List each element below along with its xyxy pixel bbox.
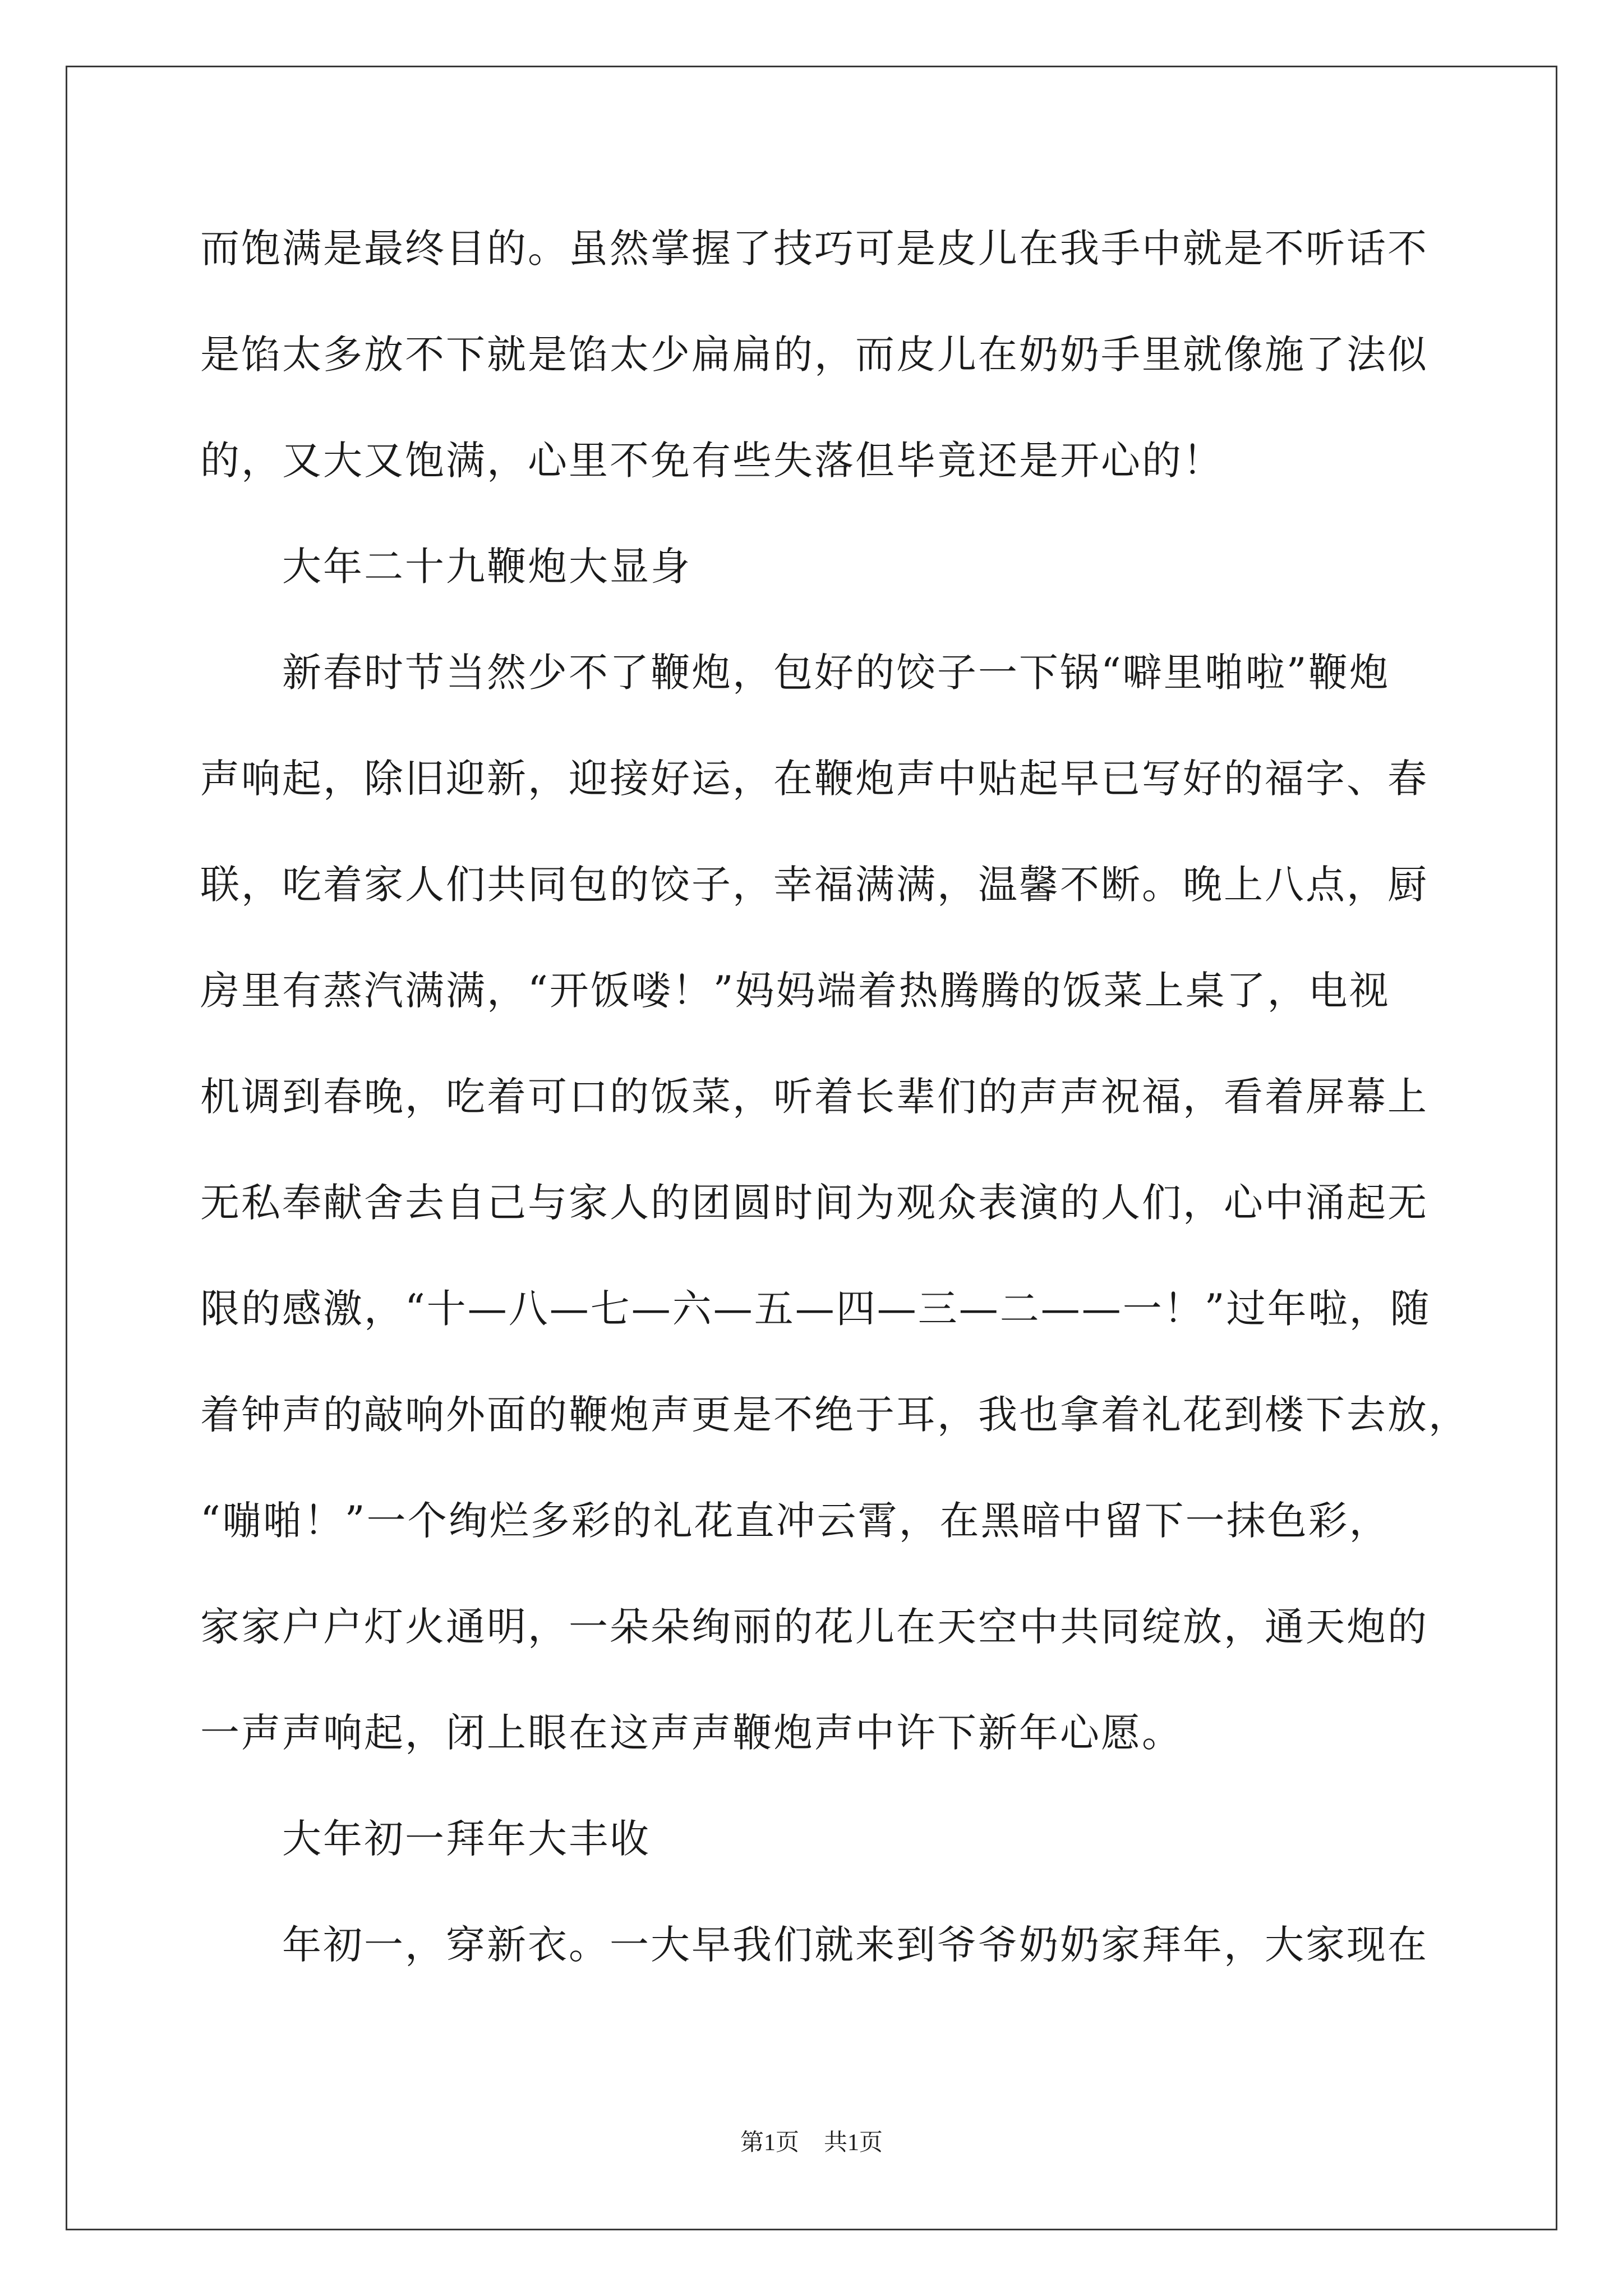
text-line: 房里有蒸汽满满，“开饭喽！”妈妈端着热腾腾的饭菜上桌了，电视 [200, 968, 1390, 1014]
body-text [200, 196, 1546, 1998]
section-heading: 大年初一拜年大丰收 [282, 1816, 651, 1862]
text-line: 联，吃着家人们共同包的饺子，幸福满满，温馨不断。晚上八点，厨 [200, 862, 1428, 908]
text-line: 年初一，穿新衣。一大早我们就来到爷爷奶奶家拜年，大家现在 [282, 1922, 1428, 1968]
text-line: “嘣啪！”一个绚烂多彩的礼花直冲云霄，在黑暗中留下一抹色彩， [200, 1498, 1390, 1544]
text-line: 机调到春晚，吃着可口的饭菜，听着长辈们的声声祝福，看着屏幕上 [200, 1074, 1428, 1120]
section-heading: 大年二十九鞭炮大显身 [282, 544, 691, 590]
text-line: 而饱满是最终目的。虽然掌握了技巧可是皮儿在我手中就是不听话不 [200, 226, 1428, 272]
text-line: 无私奉献舍去自己与家人的团圆时间为观众表演的人们，心中涌起无 [200, 1180, 1428, 1226]
page-number: 第1页 [740, 2130, 799, 2156]
text-line: 声响起，除旧迎新，迎接好运，在鞭炮声中贴起早已写好的福字、春 [200, 756, 1428, 802]
text-line: 限的感激，“十—八—七—六—五—四—三—二——一！”过年啦，随 [200, 1286, 1431, 1332]
text-line: 家家户户灯火通明，一朵朵绚丽的花儿在天空中共同绽放，通天炮的 [200, 1604, 1428, 1650]
page-total: 共1页 [824, 2130, 883, 2156]
page-footer [0, 2126, 1623, 2160]
text-line: 的，又大又饱满，心里不免有些失落但毕竟还是开心的！ [200, 438, 1224, 484]
text-line: 是馅太多放不下就是馅太少扁扁的，而皮儿在奶奶手里就像施了法似 [200, 332, 1428, 378]
text-line: 新春时节当然少不了鞭炮，包好的饺子一下锅“噼里啪啦”鞭炮 [282, 650, 1390, 696]
text-line: 一声声响起，闭上眼在这声声鞭炮声中许下新年心愿。 [200, 1710, 1183, 1756]
text-line: 着钟声的敲响外面的鞭炮声更是不绝于耳，我也拿着礼花到楼下去放， [200, 1392, 1469, 1438]
